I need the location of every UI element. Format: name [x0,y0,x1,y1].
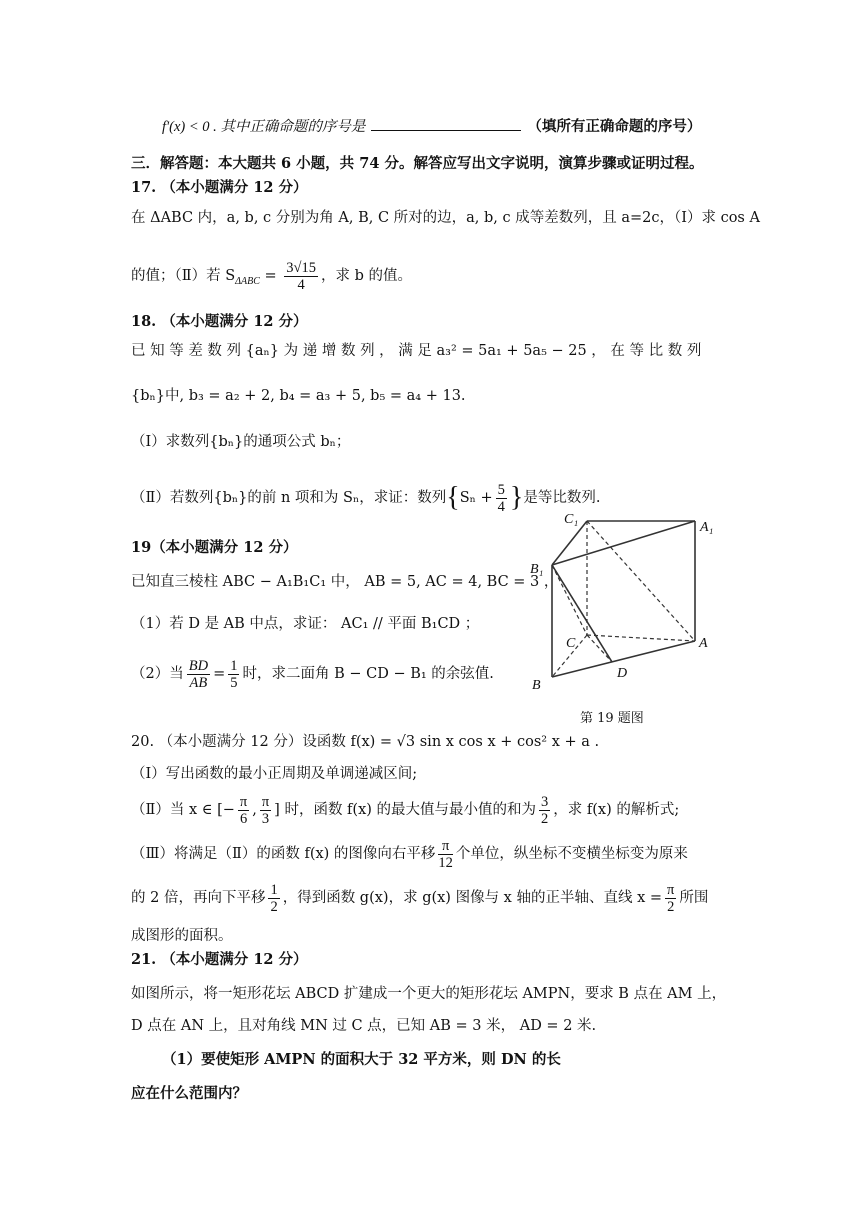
section-3-heading: 三．解答题：本大题共 6 小题，共 74 分。解答应写出文字说明，演算步骤或证明过程。 [131,155,704,172]
q20-frac5 [268,882,279,915]
q20-f1-num: π [239,793,248,810]
q20-part2-b: ] 时，函数 f(x) 的最大值与最小值的和为 [274,802,537,818]
q17-fraction [284,260,318,293]
q18-part2-a: （Ⅱ）若数列{bₙ}的前 n 项和为 Sₙ，求证：数列 [131,490,447,506]
q20-part3-e: 所围 [679,890,709,906]
q20-f1-den: 6 [239,810,248,827]
q17-line2 [131,258,412,294]
edge-b1-a1 [552,521,695,565]
edge-c-a [587,635,695,641]
q17-eq: = [259,268,282,284]
q20-part3-line2 [131,878,708,918]
q20-frac6 [665,882,676,915]
q17-text-b: ，求 b 的值。 [321,268,413,284]
q19-part1: （1）若 D 是 AB 中点，求证： AC₁ // 平面 B₁CD ； [131,616,480,632]
q17-line1: 在 ΔABC 内，a, b, c 分别为角 A, B, C 所对的边，a, b, c 成等差数列，且 a=2c，（Ⅰ）求 cos A [131,210,760,226]
fill-blank-line [162,116,701,137]
q20-f5-den: 2 [270,898,278,915]
q20-part2: （Ⅱ）当 x ∈ [− $\frac{\pi}{6}$ , $\frac{\pi}{3}$ ] 时，函数 f(x) 的最大值与最小值的和为 $\frac{3}{2}$ ，求 f(x) 的解析式; [131,793,680,827]
q17-sub: ΔABC [235,275,260,287]
label-a: A [699,636,708,651]
q20-part3-line3: 成图形的面积。 [131,928,233,944]
q21-part1b: 应在什么范围内？ [131,1085,247,1102]
label-b: B [532,678,541,693]
left-brace: { [446,482,460,513]
q20-frac4 [438,838,453,871]
q18-part2-b: 是等比数列. [523,490,601,506]
q21-heading: 21. （本小题满分 12 分） [131,951,308,968]
q18-heading: 18. （本小题满分 12 分） [131,313,308,330]
q20-f3-num: 3 [541,793,549,810]
fill-prefix: f'(x) < 0 . 其中正确命题的序号是 [162,119,366,135]
q19-part2-a: （2）当 [131,666,184,682]
q21-line1: 如图所示，将一矩形花坛 ABCD 扩建成一个更大的矩形花坛 AMPN，要求 B 点在 AM 上， [131,986,727,1002]
q21-part1: （1）要使矩形 AMPN 的面积大于 32 平方米，则 DN 的长 [162,1051,561,1068]
q17-text-a: 的值；（Ⅱ）若 S [131,268,236,284]
q20-f2-den: 3 [261,810,270,827]
edge-c1-a [587,521,695,641]
figure-caption: 第 19 题图 [580,711,644,726]
fill-suffix: （填所有正确命题的序号） [527,118,702,135]
q20-f2-num: π [261,793,270,810]
q20-part3-a: （Ⅲ）将满足（Ⅱ）的函数 f(x) 的图像向右平移 [131,846,436,862]
q19-eq: = [213,666,226,682]
q18-line2: {bₙ}中, b₃ = a₂ + 2, b₄ = a₃ + 5, b₅ = a₄ + 13. [131,388,466,404]
q17-frac-num: 3√15 [286,259,317,276]
q19-fraction-2 [228,658,239,691]
q20-f5-num: 1 [270,881,278,898]
q20-part2-c: ，求 f(x) 的解析式; [553,802,680,818]
q20-part3-c: 的 2 倍，再向下平移 [131,890,266,906]
q20-part1: （Ⅰ）写出函数的最小正周期及单调递减区间; [131,766,418,782]
q20-f6-den: 2 [667,898,675,915]
q19-frac2-num: 1 [230,657,238,674]
right-brace: } [509,482,524,513]
edge-c-d [587,635,612,662]
edge-b1-c [552,565,587,635]
q19-heading: 19（本小题满分 12 分） [131,539,298,556]
q20-frac1 [238,794,249,827]
q20-heading: 20. （本小题满分 12 分）设函数 f(x) = √3 sin x cos x + cos² x + a . [131,734,600,750]
label-d: D [617,666,628,681]
prism-figure [520,505,720,705]
answer-blank [371,116,521,131]
edge-c1-b1 [552,521,587,565]
q17-frac-den: 4 [297,276,305,293]
q20-part3-b: 个单位，纵坐标不变横坐标变为原来 [455,846,688,862]
q18-line1: 已 知 等 差 数 列 {aₙ} 为 递 增 数 列 ， 满 足 a₃² = 5a₁ + 5a₅ − 25 ， 在 等 比 数 列 [131,343,702,359]
q19-frac1-den: AB [189,674,208,691]
label-a1: A₁ [700,520,714,535]
q20-frac3 [539,794,550,827]
q19-line1: 已知直三棱柱 ABC − A₁B₁C₁ 中， AB = 5, AC = 4, BC = 3 ， [131,574,559,590]
q18-frac-den: 4 [497,498,505,515]
q20-f3-den: 2 [541,810,549,827]
q18-fraction [496,482,507,515]
q20-frac2 [260,794,271,827]
q20-part2-a: （Ⅱ）当 x ∈ [− [131,802,235,818]
q20-f4-den: 12 [438,854,453,871]
q18-part1: （Ⅰ）求数列{bₙ}的通项公式 bₙ； [131,434,351,450]
q20-f4-num: π [438,838,453,855]
q19-fraction-1 [187,658,210,691]
label-b1: B₁ [530,562,544,577]
q19-frac2-den: 5 [230,674,238,691]
q21-line2: D 点在 AN 上，且对角线 MN 过 C 点，已知 AB = 3 米， AD = 2 米. [131,1018,597,1034]
label-c: C [566,636,576,651]
q18-frac-num: 5 [497,481,505,498]
q19-frac1-num: BD [188,657,209,674]
q19-part2 [131,654,494,694]
q18-part2-mid: Sₙ + [459,490,493,506]
q20-f6-num: π [667,881,675,898]
q17-heading: 17. （本小题满分 12 分） [131,179,308,196]
label-c1: C₁ [564,512,579,527]
q20-part3-d: ，得到函数 g(x)，求 g(x) 图像与 x 轴的正半轴、直线 x = [282,890,663,906]
q20-part3-line1 [131,834,688,874]
q19-part2-b: 时，求二面角 B − CD − B₁ 的余弦值. [242,666,494,682]
